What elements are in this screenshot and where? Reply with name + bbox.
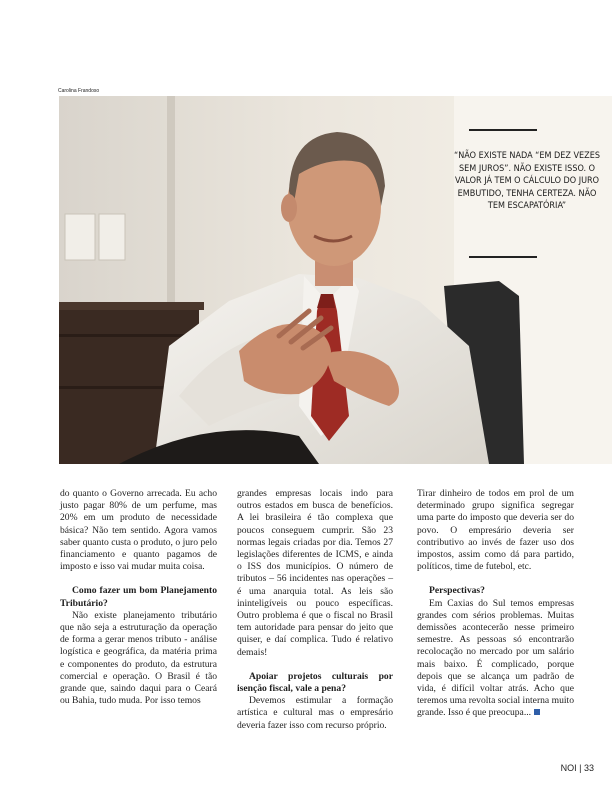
paragraph: Não existe planejamento tributário que não seja a estruturação da operação de forma a gerar menos tributo - análise logística e geográfica, da matéria prima e componentes do produto, da estrutura comercial e operação. O Brasil é tão grande que, saindo daqui para o Ceará ou Bahia, tudo muda. Por isso temos (60, 609, 217, 707)
text-column-2 (237, 488, 393, 732)
end-mark-icon (534, 709, 540, 715)
interview-question: Como fazer um bom Planejamento Tributário? (60, 585, 217, 609)
text-column-3 (417, 488, 574, 720)
paragraph (417, 598, 574, 720)
quote-rule-top (469, 129, 537, 131)
page-folio: NOI | 33 (560, 763, 594, 773)
paragraph: Devemos estimular a formação artística e cultural mas o empresário deveria fazer isso com recurso próprio. (237, 695, 393, 731)
photo-credit: Carolina Frandoso (58, 88, 100, 94)
text-column-1 (60, 488, 217, 707)
interview-question: Perspectivas? (429, 585, 485, 597)
interview-question: Apoiar projetos culturais por isenção fiscal, vale a pena? (237, 670, 393, 695)
quote-rule-bottom (469, 256, 537, 258)
paragraph: grandes empresas locais indo para outros estados em busca de benefícios. A lei brasileira é tão complexa que poucos conseguem cumprir. São 23 normas legais criadas por dia. Temos 27 legislações diferentes de ICMS, e ainda o ISS dos municípios. O número de tributos – 56 incidentes nas operações – é uma anarquia total. As leis são ininteligíveis ou pouco específicas. Outro problema é que o fiscal no Brasil tem autoridade para pensar do jeito que quiser, e daí complica. Tudo é relativo demais! (237, 488, 393, 658)
closing-text: Em Caxias do Sul temos empresas grandes com sérios problemas. Muitas demissões acontecerão nesse primeiro semestre. As pessoas só encontrarão recolocação no mercado por um salário mais baixo. É complicado, porque depois que se alcança um padrão de vida, é difícil voltar atrás. Acho que teremos uma revolta social interna muito grande. Isso é que preocupa... (417, 597, 574, 719)
paragraph: Tirar dinheiro de todos em prol de um determinado grupo significa segregar uma parte do imposto que deveria ser do povo. O empresário deveria ser contributivo ao invés de fazer uso dos impostos, assim como dá para partido, políticos, time de futebol, etc. (417, 488, 574, 573)
paragraph: do quanto o Governo arrecada. Eu acho justo pagar 80% de um perfume, mas 20% em um produto de necessidade básica? Não tem sentido. Agora vamos saber quanto custa o produto, o juro pelo financiamento e quanto pagamos de imposto e isso vai mudar muita coisa. (60, 488, 217, 573)
pull-quote: “NÃO EXISTE NADA “EM DEZ VEZES SEM JUROS”. NÃO EXISTE ISSO. O VALOR JÁ TEM O CÁLCULO DO JURO EMBUTIDO, TENHA CERTEZA. NÃO TEM ESCAPATÓRIA” (454, 151, 600, 211)
